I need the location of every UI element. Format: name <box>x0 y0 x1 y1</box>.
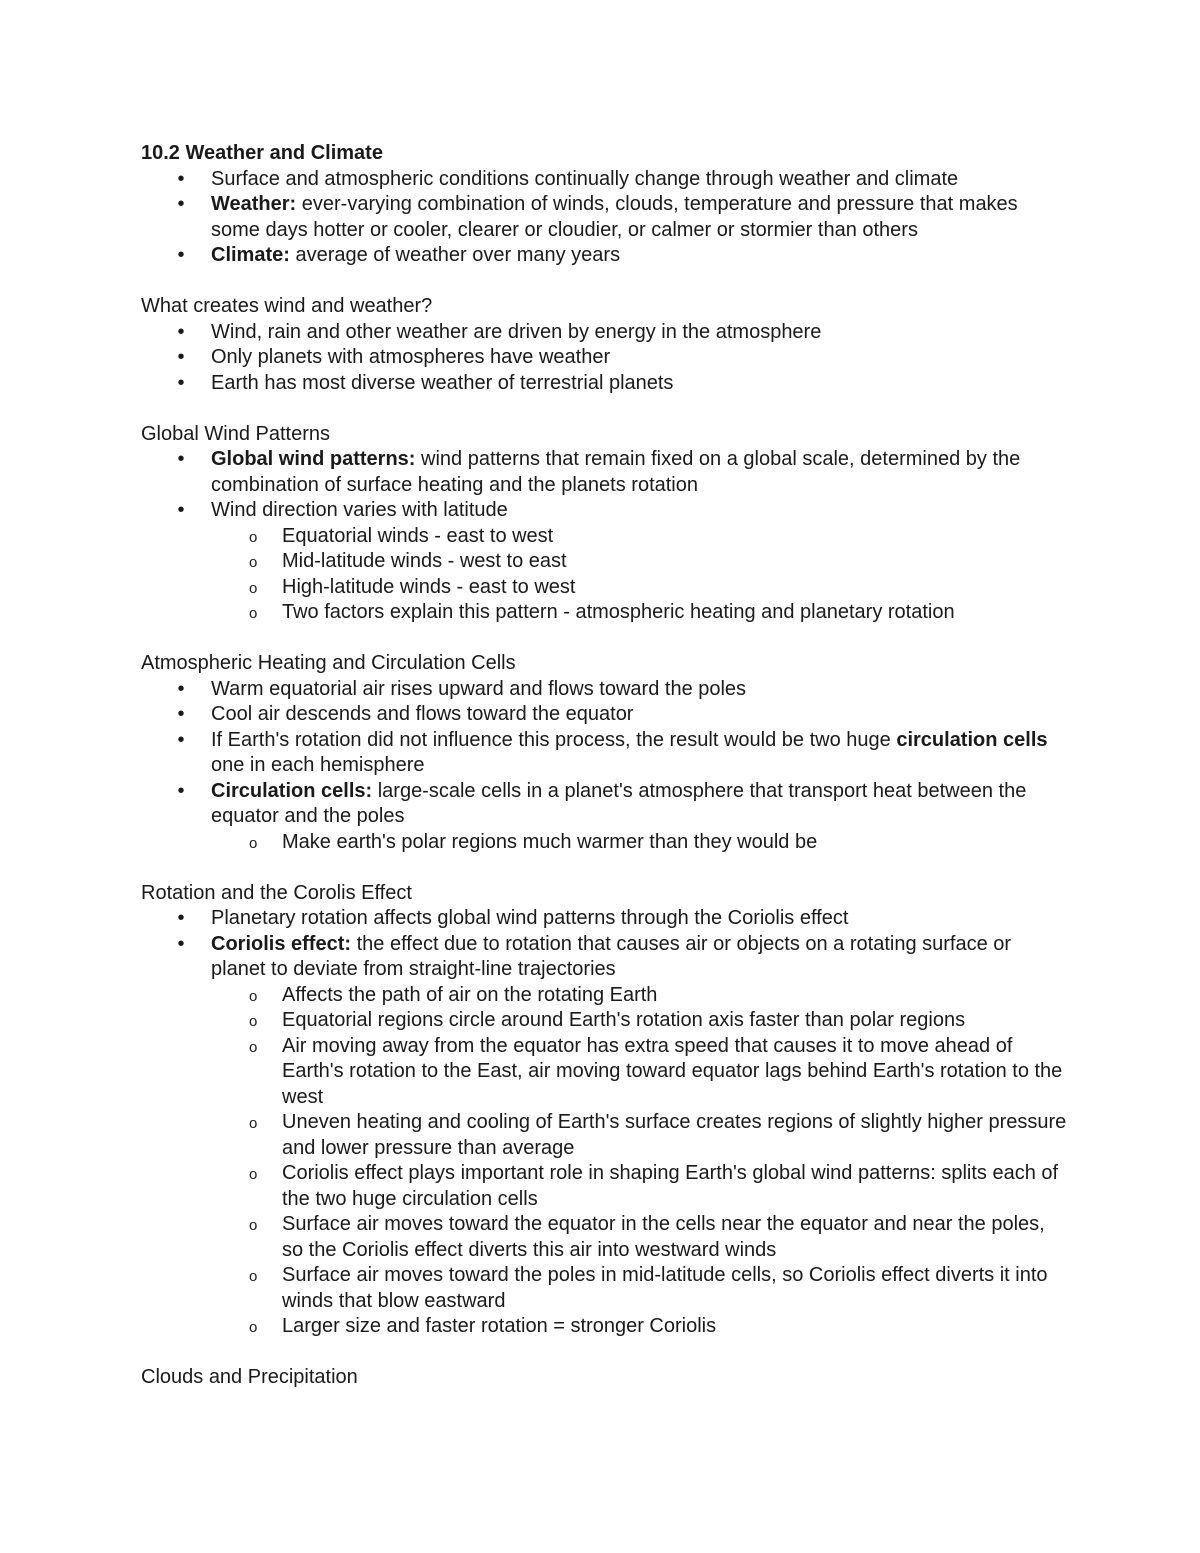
section-coriolis-effect <box>141 881 1071 1340</box>
term: Coriolis effect: <box>211 932 352 955</box>
circle-bullet-icon: o <box>249 834 258 852</box>
circle-bullet-icon: o <box>249 987 258 1005</box>
sub-list-item: o Affects the path of air on the rotating Earth <box>141 983 1071 1009</box>
circle-bullet-icon: o <box>249 1038 258 1056</box>
bullet-icon: • <box>177 907 185 929</box>
list-item: • Circulation cells: large-scale cells in a planet's atmosphere that transport heat between the equator and the poles o Make earth's polar regions much warmer than they would be <box>141 779 1071 856</box>
document-page <box>141 141 1071 1416</box>
circle-bullet-icon: o <box>249 1268 258 1285</box>
sub-list-item: o Coriolis effect plays important role in shaping Earth's global wind patterns: splits each of the two huge circulation cells <box>249 1162 1059 1210</box>
list-item: • Wind, rain and other weather are driven by energy in the atmosphere <box>141 320 1071 346</box>
list-item: • Warm equatorial air rises upward and flows toward the poles <box>141 677 1071 703</box>
bullet-icon: • <box>177 677 185 700</box>
bullet-icon: • <box>177 448 185 470</box>
list-item: • Wind direction varies with latitude o Equatorial winds - east to west o Mid-latitude winds - west to east o High-latitude winds - east to west o Two factors explain this pattern - atmospheric heating and planetary rotation <box>141 498 1071 626</box>
bullet-list <box>141 447 1071 626</box>
section-heading: Clouds and Precipitation <box>141 1366 358 1388</box>
list-item: • Coriolis effect: the effect due to rotation that causes air or objects on a rotating surface or planet to deviate from straight-line trajectories o Affects the path of air on the rotating Earth o Equatorial regions circle around Earth's rotation axis faster than polar regions o Air moving away from the equator has extra speed that causes it to move ahead of Earth's rotation to the East, air moving toward equator lags behind Earth's rotation to the west o Uneven heating and cooling of Earth's surface creates regions of slightly higher pressure and lower pressure than average o Coriolis effect plays important role in shaping Earth's global wind patterns: splits each of the two huge circulation cells o Surface air moves toward the equator in the cells near the equator and near the poles, so the Coriolis effect diverts this air into westward winds o Surface air moves toward the poles in mid-latitude cells, so Coriolis effect diverts it into winds that blow eastward o Larger size and faster rotation = stronger Coriolis <box>141 932 1071 1340</box>
bullet-icon: • <box>177 932 185 955</box>
term: circulation cells <box>896 728 1048 751</box>
list-item: • Weather: ever-varying combination of winds, clouds, temperature and pressure that makes some days hotter or cooler, clearer or cloudier, or calmer or stormier than others <box>141 192 1071 243</box>
term: Climate: <box>211 244 290 266</box>
circle-bullet-icon: o <box>249 1217 258 1234</box>
circle-bullet-icon: o <box>249 605 258 622</box>
term: Circulation cells: <box>211 779 373 802</box>
bullet-icon: • <box>177 703 185 725</box>
list-item: • Global wind patterns: wind patterns that remain fixed on a global scale, determined by the combination of surface heating and the planets rotation <box>141 447 1071 498</box>
sub-list-item: o Air moving away from the equator has extra speed that causes it to move ahead of Earth's rotation to the East, air moving toward equator lags behind Earth's rotation to the west <box>249 1034 1063 1108</box>
sub-list <box>141 830 1071 856</box>
term: Global wind patterns: <box>211 448 416 470</box>
sub-list-item: o High-latitude winds - east to west <box>141 575 1071 601</box>
section-weather-and-climate <box>141 141 1071 269</box>
bullet-list <box>141 906 1071 1340</box>
sub-list-item: o Equatorial winds - east to west <box>141 524 1071 550</box>
sub-list <box>141 983 1071 1340</box>
list-item: • Earth has most diverse weather of terrestrial planets <box>141 371 1071 397</box>
term: Weather: <box>211 193 297 215</box>
bullet-list <box>141 167 1071 269</box>
section-global-wind-patterns <box>141 422 1071 626</box>
section-heading: What creates wind and weather? <box>141 295 433 317</box>
sub-list-item: o Uneven heating and cooling of Earth's surface creates regions of slightly higher pressure and lower pressure than average <box>249 1111 1067 1159</box>
circle-bullet-icon: o <box>249 1013 258 1030</box>
section-heading: Rotation and the Corolis Effect <box>141 881 412 904</box>
bullet-icon: • <box>177 320 185 343</box>
sub-list-item: o Surface air moves toward the equator in the cells near the equator and near the poles, so the Coriolis effect diverts this air into westward winds <box>249 1213 1045 1261</box>
section-heading: 10.2 Weather and Climate <box>141 142 383 164</box>
section-atmospheric-heating <box>141 651 1071 855</box>
bullet-icon: • <box>177 779 185 802</box>
sub-list-item: o Two factors explain this pattern - atmospheric heating and planetary rotation <box>141 600 1071 626</box>
sub-list-item: o Larger size and faster rotation = stronger Coriolis <box>141 1314 1071 1340</box>
list-item: • Cool air descends and flows toward the equator <box>141 702 1071 728</box>
sub-list-item: o Surface air moves toward the poles in mid-latitude cells, so Coriolis effect diverts it into winds that blow eastward <box>249 1264 1048 1312</box>
bullet-icon: • <box>177 244 185 266</box>
circle-bullet-icon: o <box>249 1166 258 1183</box>
sub-list-item: o Mid-latitude winds - west to east <box>141 549 1071 575</box>
list-item: • Surface and atmospheric conditions continually change through weather and climate <box>141 167 1071 193</box>
bullet-icon: • <box>177 346 185 368</box>
section-what-creates-wind <box>141 294 1071 396</box>
bullet-icon: • <box>177 167 185 190</box>
list-item: • Only planets with atmospheres have weather <box>141 345 1071 371</box>
section-heading: Global Wind Patterns <box>141 422 330 445</box>
list-item: • Climate: average of weather over many years <box>141 243 1071 269</box>
section-clouds-and-precipitation <box>141 1365 1071 1391</box>
bullet-icon: • <box>177 371 185 394</box>
circle-bullet-icon: o <box>249 528 258 546</box>
list-item: • If Earth's rotation did not influence this process, the result would be two huge circulation cells one in each hemisphere <box>141 728 1071 779</box>
section-heading: Atmospheric Heating and Circulation Cells <box>141 652 516 674</box>
bullet-list <box>141 320 1071 397</box>
bullet-icon: • <box>177 193 185 215</box>
circle-bullet-icon: o <box>249 1319 258 1336</box>
bullet-icon: • <box>177 728 185 751</box>
sub-list <box>141 524 1071 626</box>
circle-bullet-icon: o <box>249 579 258 597</box>
bullet-list <box>141 677 1071 856</box>
sub-list-item: o Make earth's polar regions much warmer than they would be <box>141 830 1071 856</box>
circle-bullet-icon: o <box>249 554 258 571</box>
sub-list-item: o Equatorial regions circle around Earth's rotation axis faster than polar regions <box>141 1008 1071 1034</box>
bullet-icon: • <box>177 499 185 521</box>
circle-bullet-icon: o <box>249 1115 258 1132</box>
list-item: • Planetary rotation affects global wind patterns through the Coriolis effect <box>141 906 1071 932</box>
